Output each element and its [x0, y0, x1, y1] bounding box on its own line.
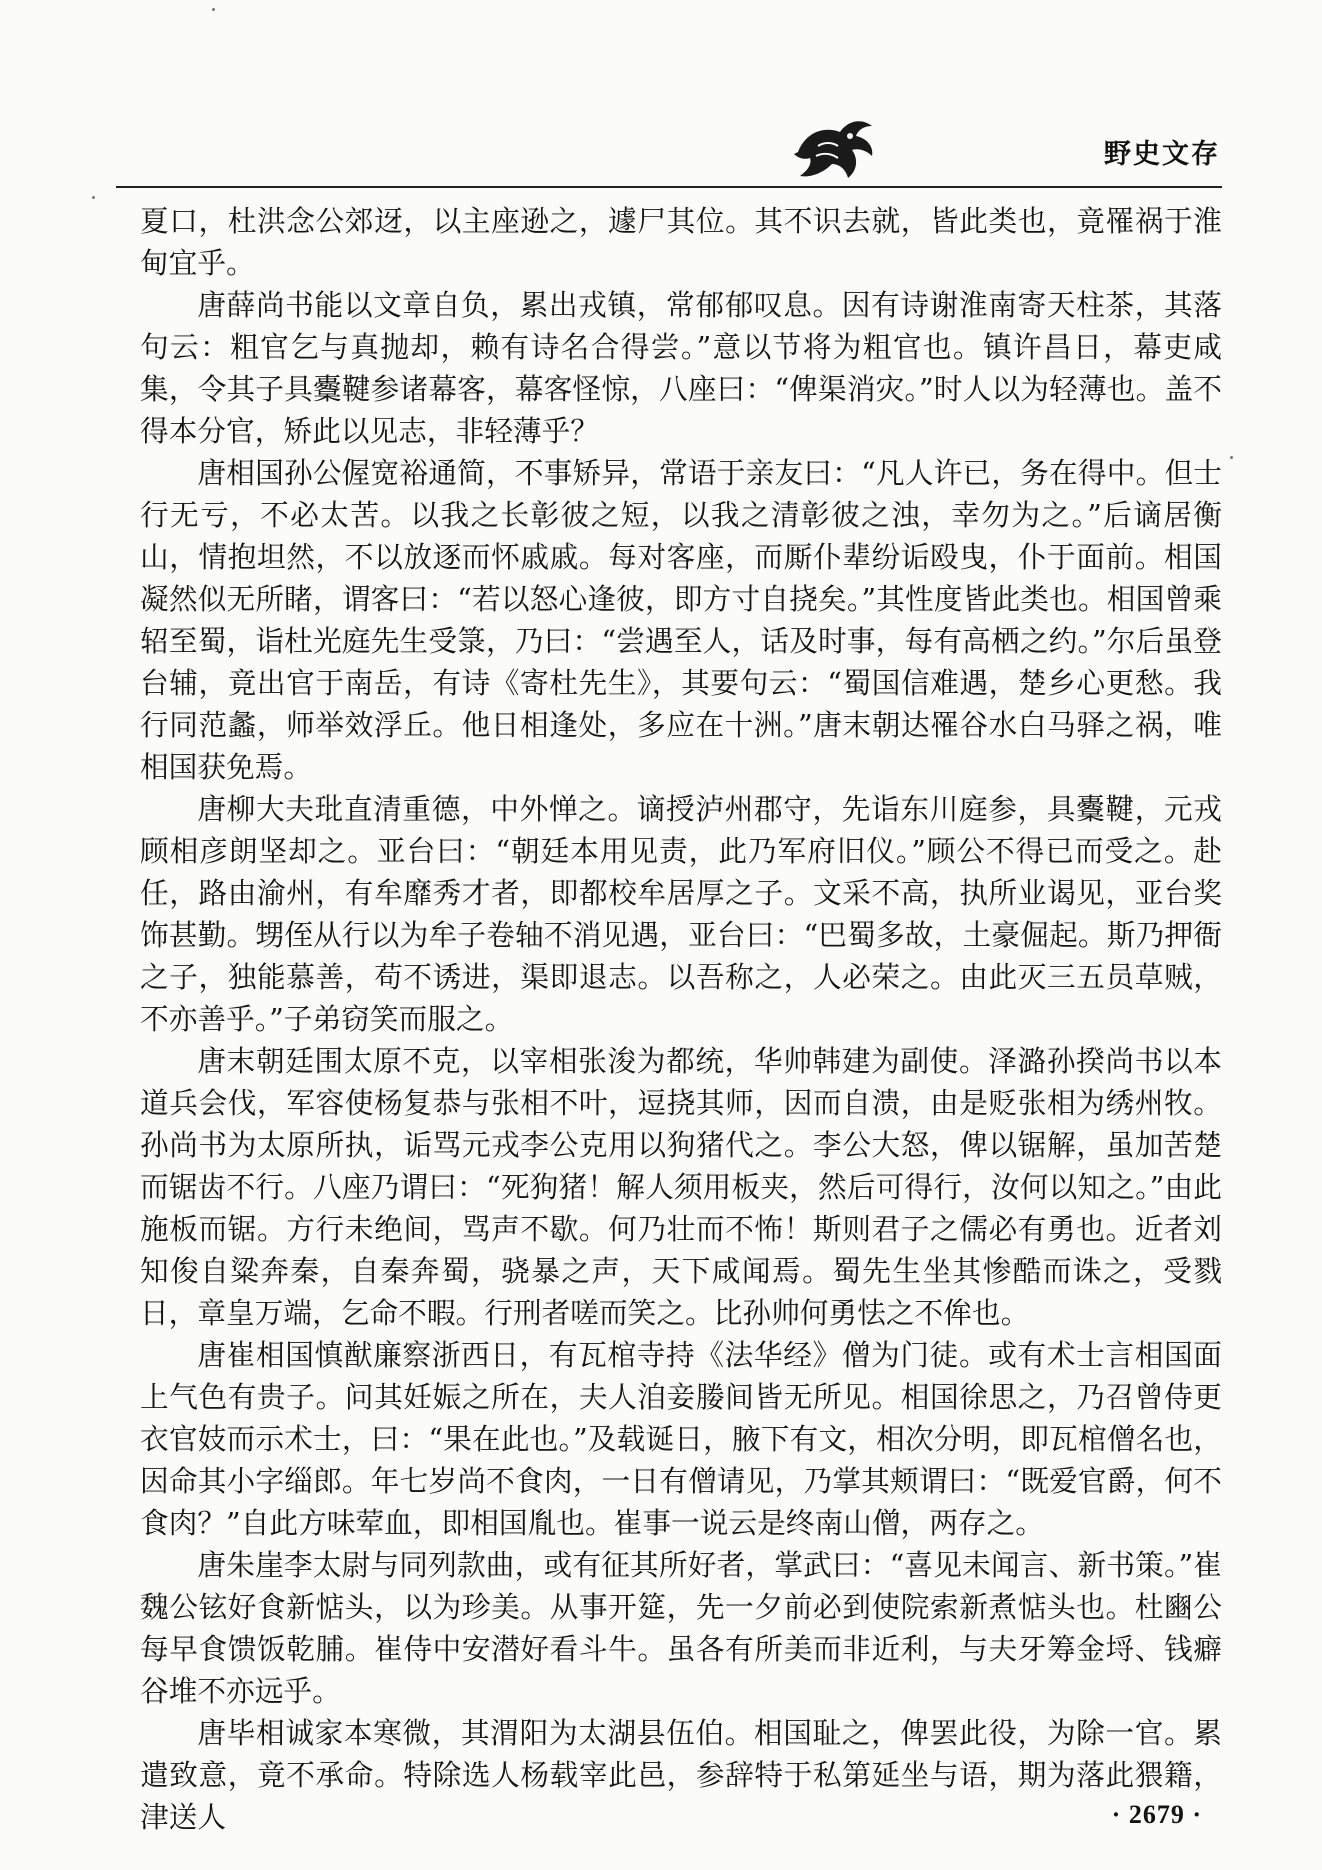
scan-speck [1230, 456, 1233, 459]
paragraph: 唐薛尚书能以文章自负，累出戎镇，常郁郁叹息。因有诗谢淮南寄天柱茶，其落句云：粗官乞与真抛却，赖有诗名合得尝。”意以节将为粗官也。镇许昌日，幕吏咸集，令其子具櫜鞬参诸幕客，幕客怪惊，八座曰：“俾渠消灾。”时人以为轻薄也。盖不得本分官，矫此以见志，非轻薄乎？ [140, 288, 1222, 448]
paragraph: 夏口，杜洪念公郊迓，以主座逊之，遽尸其位。其不识去就，皆此类也，竟罹祸于淮甸宜乎。 [140, 204, 1222, 280]
body-text [140, 200, 1222, 1838]
paragraph: 唐毕相诚家本寒微，其渭阳为太湖县伍伯。相国耻之，俾罢此役，为除一官。累遣致意，竟不承命。特除选人杨载宰此邑，参辞特于私第延坐与语，期为落此猥籍，津送人 [140, 1716, 1222, 1834]
scan-speck [92, 196, 95, 199]
paragraph: 唐崔相国慎猷廉察浙西日，有瓦棺寺持《法华经》僧为门徒。或有术士言相国面上气色有贵子。问其妊娠之所在，夫人洎妾媵间皆无所见。相国徐思之，乃召曾侍更衣官妓而示术士，曰：“果在此也。”及载诞日，腋下有文，相次分明，即瓦棺僧名也，因命其小字缁郎。年七岁尚不食肉，一日有僧请见，乃掌其颊谓曰：“既爱官爵，何不食肉？”自此方味荤血，即相国胤也。崔事一说云是终南山僧，两存之。 [140, 1338, 1222, 1540]
scan-speck [212, 8, 215, 11]
paragraph: 唐柳大夫玭直清重德，中外惮之。谪授泸州郡守，先诣东川庭参，具櫜鞬，元戎顾相彦朗坚却之。亚台曰：“朝廷本用见责，此乃军府旧仪。”顾公不得已而受之。赴任，路由渝州，有牟靡秀才者，即都校牟居厚之子。文采不高，执所业谒见，亚台奖饰甚勤。甥侄从行以为牟子卷轴不消见遇，亚台曰：“巴蜀多故，土豪倔起。斯乃押衙之子，独能慕善，苟不诱进，渠即退志。以吾称之，人必荣之。由此灭三五员草贼，不亦善乎。”子弟窃笑而服之。 [140, 792, 1222, 1036]
paragraph: 唐朱崖李太尉与同列款曲，或有征其所好者，掌武曰：“喜见未闻言、新书策。”崔魏公铉好食新惦头，以为珍美。从事开筵，先一夕前必到使院索新煮惦头也。杜豳公每早食馈饭乾脯。崔侍中安潜好看斗牛。虽各有所美而非近利，与夫牙筹金埒、钱癖谷堆不亦远乎。 [140, 1548, 1222, 1708]
page-number: · 2679 · [1111, 1800, 1202, 1829]
page-header [788, 112, 1220, 190]
running-title: 野史文存 [1104, 139, 1220, 170]
paragraph: 唐相国孙公偓宽裕通简，不事矫异，常语于亲友曰：“凡人许已，务在得中。但士行无亏，不必太苦。以我之长彰彼之短，以我之清彰彼之浊，幸勿为之。”后谪居衡山，情抱坦然，不以放逐而怀戚戚。每对客座，而厮仆辈纷诟殴曳，仆于面前。相国凝然似无所睹，谓客曰：“若以怒心逢彼，即方寸自挠矣。”其性度皆此类也。相国曾乘轺至蜀，诣杜光庭先生受箓，乃曰：“尝遇至人，话及时事，每有高栖之约。”尔后虽登台辅，竟出官于南岳，有诗《寄杜先生》，其要句云：“蜀国信难遇，楚乡心更愁。我行同范蠡，师举效浮丘。他日相逢处，多应在十洲。”唐末朝达罹谷水白马驿之祸，唯相国获免焉。 [140, 456, 1222, 784]
header-rule [116, 186, 1222, 188]
paragraph: 唐末朝廷围太原不克，以宰相张浚为都统，华帅韩建为副使。泽潞孙揆尚书以本道兵会伐，军容使杨复恭与张相不叶，逗挠其师，因而自溃，由是贬张相为绣州牧。孙尚书为太原所执，诟骂元戎李公克用以狗猪代之。李公大怒，俾以锯解，虽加苦楚而锯齿不行。八座乃谓曰：“死狗猪！解人须用板夹，然后可得行，汝何以知之。”由此施板而锯。方行未绝间，骂声不歇。何乃壮而不怖！斯则君子之儒必有勇也。近者刘知俊自粱奔秦，自秦奔蜀，骁暴之声，天下咸闻焉。蜀先生坐其惨酷而诛之，受戮日，章皇万端，乞命不暇。行刑者嗟而笑之。比孙帅何勇怯之不侔也。 [140, 1044, 1222, 1330]
dragon-emblem-icon [788, 112, 880, 188]
